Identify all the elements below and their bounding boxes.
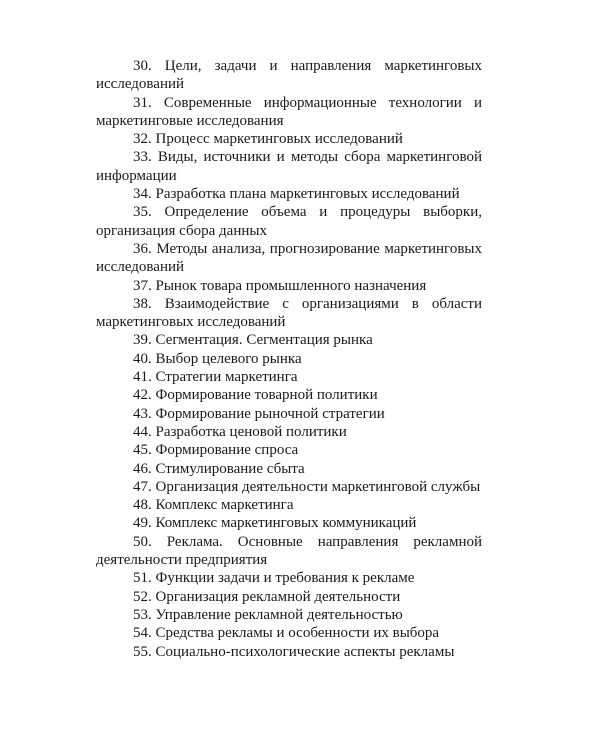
list-item: 54. Средства рекламы и особенности их выбора [133,625,440,642]
list-item: 34. Разработка плана маркетинговых исследований [133,186,460,203]
list-item: 36. Методы анализа, прогнозирование маркетинговых исследований [96,240,482,276]
list-item: 50. Реклама. Основные направления рекламной деятельности предприятия [96,533,482,569]
list-item: 40. Выбор целевого рынка [133,350,302,367]
list-item: 45. Формирование спроса [133,442,299,459]
list-item: 49. Комплекс маркетинговых коммуникаций [133,515,417,532]
list-item: 31. Современные информационные технологии и маркетинговые исследования [96,94,482,129]
list-item: 55. Социально-психологические аспекты рекламы [133,643,455,660]
exam-questions-list [96,57,482,661]
list-item: 32. Процесс маркетинговых исследований [133,131,403,148]
list-item: 53. Управление рекламной деятельностью [133,606,403,623]
list-item: 33. Виды, источники и методы сбора маркетинговой информации [96,149,482,184]
list-item: 41. Стратегии маркетинга [133,369,298,386]
list-item: 44. Разработка ценовой политики [133,423,347,440]
list-item: 42. Формирование товарной политики [133,387,378,404]
list-item: 35. Определение объема и процедуры выборки, организация сбора данных [96,204,482,239]
list-item: 51. Функции задачи и требования к рекламе [133,570,415,587]
list-item: 47. Организация деятельности маркетинговой службы [133,478,481,495]
list-item: 38. Взаимодействие с организациями в области маркетинговых исследований [96,295,482,331]
list-item: 48. Комплекс маркетинга [133,497,294,514]
list-item: 37. Рынок товара промышленного назначения [133,277,427,294]
list-item: 43. Формирование рыночной стратегии [133,405,385,422]
list-item: 46. Стимулирование сбыта [133,460,305,477]
list-item: 39. Сегментация. Сегментация рынка [133,332,373,349]
list-item: 30. Цели, задачи и направления маркетинговых исследований [96,58,482,93]
list-item: 52. Организация рекламной деятельности [133,588,401,605]
